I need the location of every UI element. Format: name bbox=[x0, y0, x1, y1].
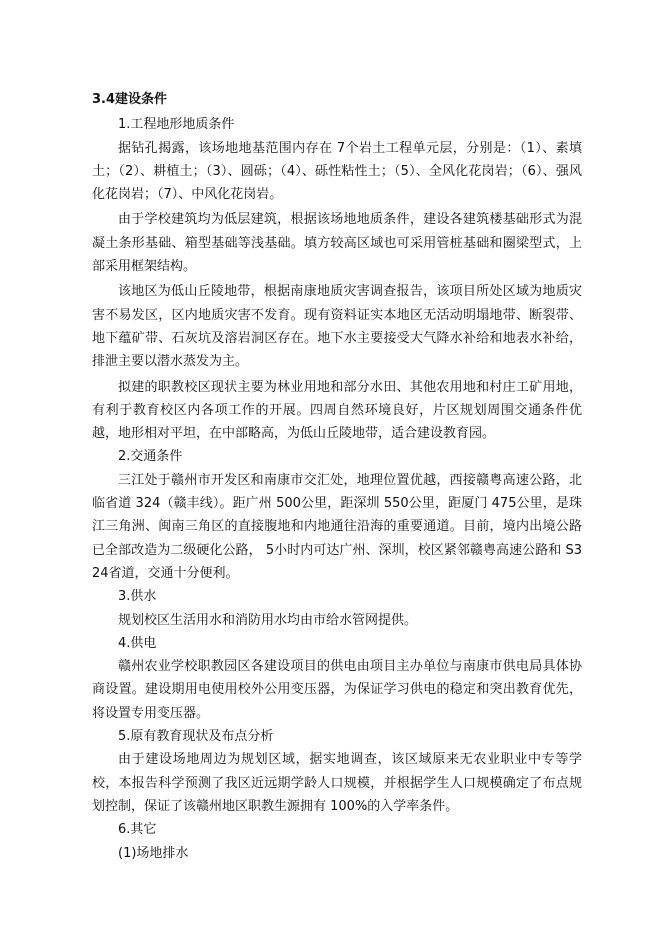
paragraph-foundation: 由于学校建筑均为低层建筑，根据该场地地质条件，建设各建筑楼基础形式为混凝土条形基础、箱型基础等浅基础。填方较高区域也可采用管桩基础和圈梁型式，上部采用框架结构。 bbox=[92, 212, 582, 275]
subheading-drainage: (1)场地排水 bbox=[118, 845, 189, 861]
subheading-water-supply: 3.供水 bbox=[118, 589, 157, 605]
paragraph-traffic: 三江处于赣州市开发区和南康市交汇处，地理位置优越，西接赣粤高速公路，北临省道 324（赣丰线）。距广州 500公里，距深圳 550公里，距厦门 475公里，是珠江三角洲、闽南三角区的直接腹地和内地通往沿海的重要通道。目前，境内出境公路已全部改造为二级硬化公路， 5小时内可达广州、深圳，校区紧邻赣粤高速公路和 S324省道，交通十分便利。 bbox=[92, 472, 582, 581]
paragraph-soil-layers: 据钻孔揭露，该场地地基范围内存在 7个岩土工程单元层，分别是：（1）、素填土；（2）、耕植土；（3）、圆砾；（4）、砾性粘性土；（5）、全风化花岗岩；（6）、强风化花岗岩；（7）、中风化花岗岩。 bbox=[92, 140, 582, 203]
paragraph-land-use: 拟建的职教校区现状主要为林业用地和部分水田、其他农用地和村庄工矿用地，有利于教育校区内各项工作的开展。四周自然环境良好，片区规划周围交通条件优越，地形相对平坦，在中部略高，为低山丘陵地带，适合建设教育园。 bbox=[92, 379, 582, 442]
subheading-geology: 1.工程地形地质条件 bbox=[118, 117, 235, 133]
paragraph-power-supply: 赣州农业学校职教园区各建设项目的供电由项目主办单位与南康市供电局具体协商设置。建设期用电使用校外公用变压器，为保证学习供电的稳定和突出教育优先，将设置专用变压器。 bbox=[92, 659, 582, 721]
subheading-traffic: 2.交通条件 bbox=[118, 449, 183, 465]
paragraph-water-supply: 规划校区生活用水和消防用水均由市给水管网提供。 bbox=[118, 612, 418, 628]
document-body bbox=[92, 88, 582, 865]
paragraph-hazards: 该地区为低山丘陵地带，根据南康地质灾害调查报告，该项目所处区域为地质灾害不易发区，区内地质灾害不发育。现有资料证实本地区无活动明塌地带、断裂带、地下蕴矿带、石灰坑及溶岩洞区存在。地下水主要接受大气降水补给和地表水补给，排泄主要以潜水蒸发为主。 bbox=[92, 284, 582, 370]
subheading-other: 6.其它 bbox=[118, 822, 157, 838]
section-title: 3.4建设条件 bbox=[92, 92, 168, 107]
subheading-power-supply: 4.供电 bbox=[118, 635, 157, 651]
paragraph-education-status: 由于建设场地周边为规划区域，据实地调查，该区域原来无农业职业中专等学校，本报告科学预测了我区近远期学龄人口规模，并根据学生人口规模确定了布点规划控制，保证了该赣州地区职教生源拥有 100%的入学率条件。 bbox=[92, 752, 582, 814]
subheading-education-status: 5.原有教育现状及布点分析 bbox=[118, 729, 274, 745]
